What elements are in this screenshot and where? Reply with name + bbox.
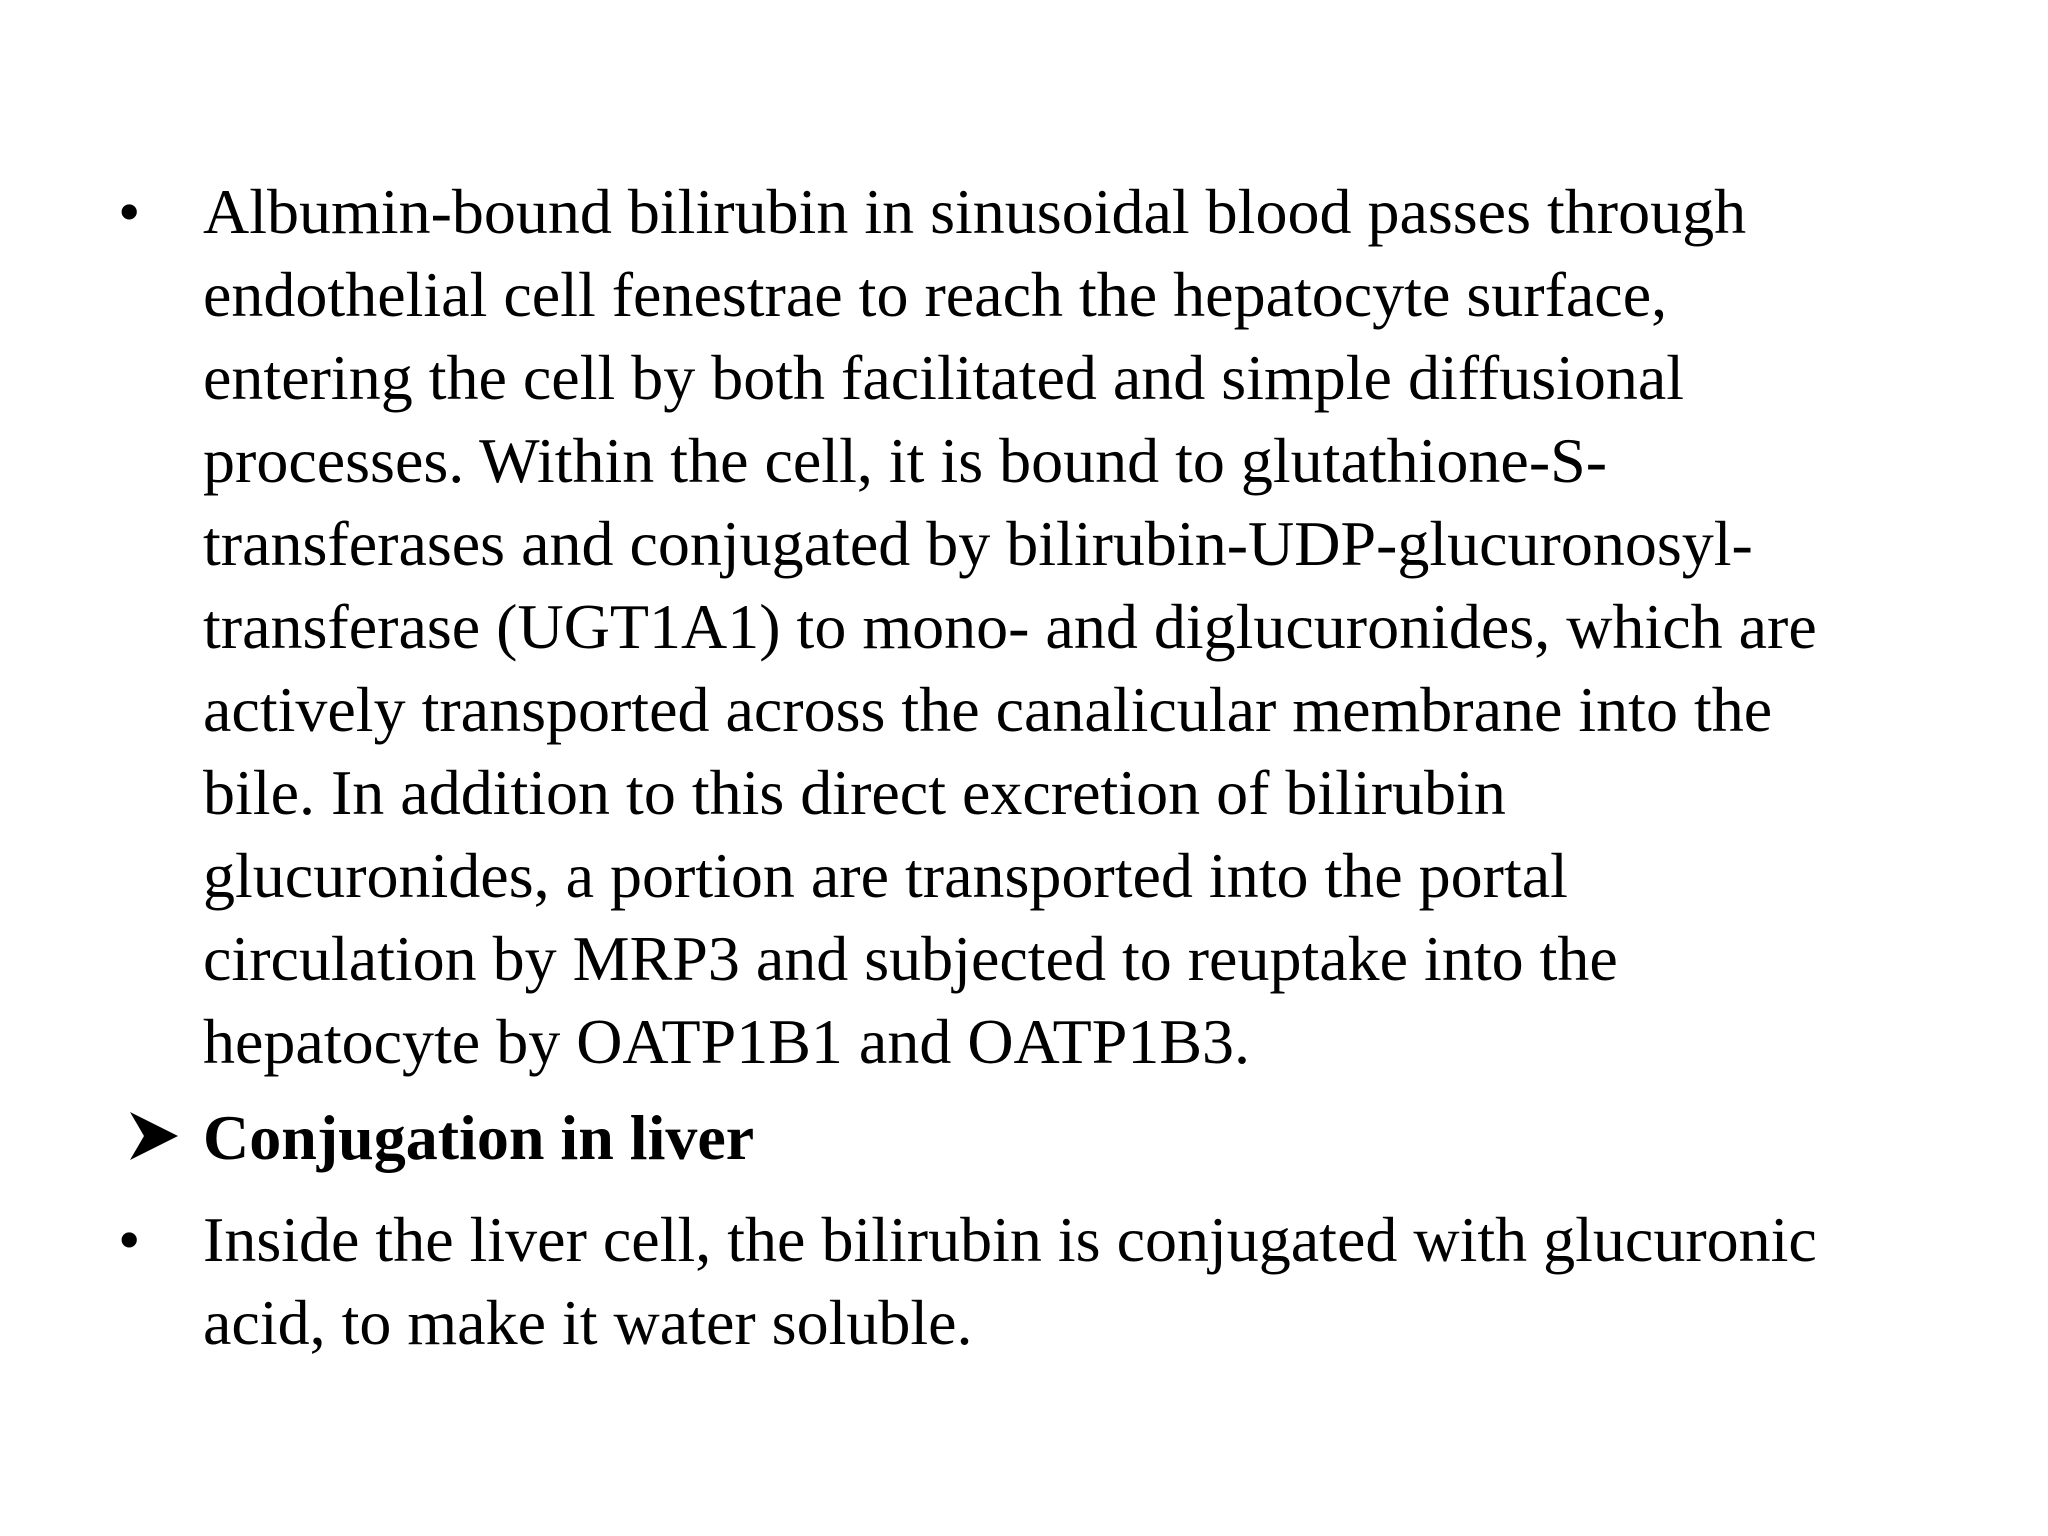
text-line: Albumin-bound bilirubin in sinusoidal blood passes through: [203, 176, 1747, 247]
bullet-dot-icon: •: [118, 176, 141, 247]
bullet-2-text: [203, 1198, 1963, 1364]
bullet-1-text: [203, 170, 1963, 1083]
text-line: processes. Within the cell, it is bound to glutathione-S-: [203, 425, 1608, 496]
text-line: transferase (UGT1A1) to mono- and diglucuronides, which are: [203, 591, 1817, 662]
text-line: entering the cell by both facilitated and simple diffusional: [203, 342, 1685, 413]
heading-text: Conjugation in liver: [203, 1102, 755, 1173]
text-line: hepatocyte by OATP1B1 and OATP1B3.: [203, 1006, 1251, 1077]
text-line: circulation by MRP3 and subjected to reuptake into the: [203, 923, 1618, 994]
bullet-paragraph-1: [0, 170, 2048, 1083]
section-heading: [0, 1096, 2048, 1179]
text-line: transferases and conjugated by bilirubin-UDP-glucuronosyl-: [203, 508, 1753, 579]
text-line: actively transported across the canalicular membrane into the: [203, 674, 1773, 745]
bullet-dot-icon: •: [118, 1204, 141, 1275]
arrowhead-bullet-icon: [126, 1108, 182, 1164]
text-line: Inside the liver cell, the bilirubin is conjugated with glucuronic: [203, 1204, 1817, 1275]
text-line: acid, to make it water soluble.: [203, 1287, 973, 1358]
text-line: endothelial cell fenestrae to reach the hepatocyte surface,: [203, 259, 1668, 330]
text-line: glucuronides, a portion are transported into the portal: [203, 840, 1568, 911]
bullet-paragraph-2: [0, 1198, 2048, 1364]
text-line: bile. In addition to this direct excretion of bilirubin: [203, 757, 1506, 828]
